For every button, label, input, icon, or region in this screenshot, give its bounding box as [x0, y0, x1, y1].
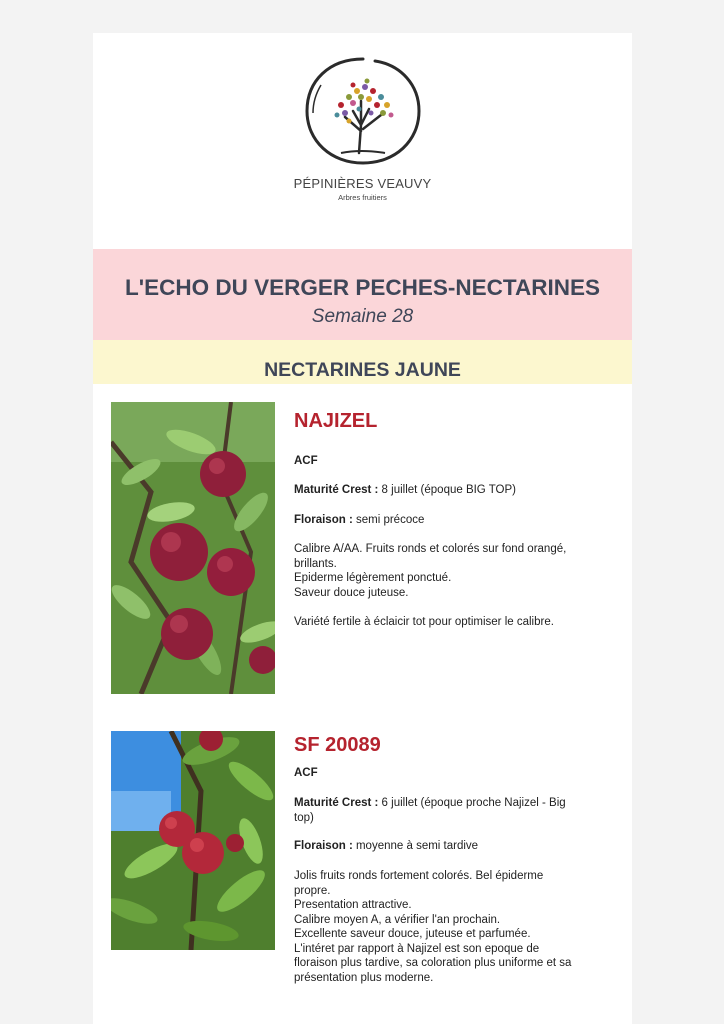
variety-name: SF 20089	[294, 734, 381, 756]
logo-name: PÉPINIÈRES VEAUVY	[293, 176, 432, 191]
breeder: ACF	[294, 455, 318, 467]
logo-tagline: Arbres fruitiers	[338, 193, 387, 202]
breeder: ACF	[294, 767, 318, 779]
maturity: Maturité Crest : 6 juillet (époque proche Najizel - Big top)	[294, 797, 566, 824]
najizel-photo	[111, 402, 275, 694]
description: Calibre A/AA. Fruits ronds et colorés sur fond orangé, brillants. Epiderme légèrement ponctué. Saveur douce juteuse.	[294, 543, 567, 599]
maturity: Maturité Crest : 8 juillet (époque BIG TOP)	[294, 484, 517, 496]
section-title: NECTARINES JAUNE	[264, 359, 461, 381]
newsletter-page	[93, 33, 632, 1024]
logo	[93, 33, 632, 248]
variety-note: Variété fertile à éclaicir tot pour optimiser le calibre.	[294, 616, 554, 628]
flowering: Floraison : semi précoce	[294, 514, 425, 526]
week-subtitle: Semaine 28	[311, 306, 414, 327]
tree-logo-icon	[301, 55, 425, 167]
section-banner	[93, 340, 632, 384]
sf20089-photo	[111, 731, 275, 950]
variety-name: NAJIZEL	[294, 410, 378, 432]
title-banner	[93, 249, 632, 340]
flowering: Floraison : moyenne à semi tardive	[294, 840, 479, 852]
newsletter-title: L'ECHO DU VERGER PECHES-NECTARINES	[125, 275, 600, 300]
description: Jolis fruits ronds fortement colorés. Bel épiderme propre. Presentation attractive. Calibre moyen A, a vérifier l'an prochain. Excellente saveur douce, juteuse et parfumée. L'intéret par rapport à Najizel est son epoque de floraison plus tardive, sa coloration plus uniforme et sa présentation plus moderne.	[294, 870, 572, 984]
